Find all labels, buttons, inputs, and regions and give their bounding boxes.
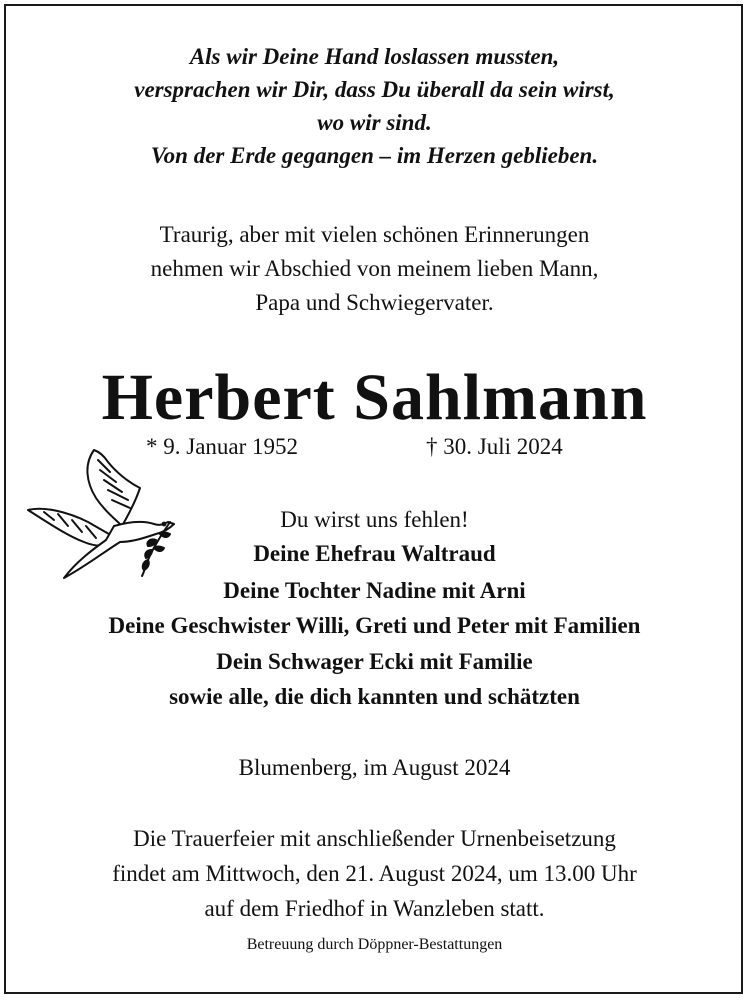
poem-line-2: versprachen wir Dir, dass Du überall da sein wirst,: [134, 77, 615, 102]
death-date: † 30. Juli 2024: [426, 434, 563, 459]
service-line-1: Die Trauerfeier mit anschließender Urnenbeisetzung: [133, 826, 616, 851]
place-date: Blumenberg, im August 2024: [238, 755, 511, 780]
mourner-daughter: Deine Tochter Nadine mit Arni: [223, 578, 526, 603]
mourner-spouse: Deine Ehefrau Waltraud: [253, 541, 496, 566]
mourner-others: sowie alle, die dich kannten und schätzten: [169, 684, 580, 709]
birth-date: * 9. Januar 1952: [146, 434, 299, 459]
poem-line-4: Von der Erde gegangen – im Herzen geblieben.: [150, 143, 599, 168]
mourner-brother-in-law: Dein Schwager Ecki mit Familie: [216, 649, 533, 674]
mourner-siblings: Deine Geschwister Willi, Greti und Peter mit Familien: [108, 613, 641, 638]
undertaker-credit: Betreuung durch Döppner-Bestattungen: [246, 936, 503, 953]
deceased-name: Herbert Sahlmann: [101, 361, 648, 434]
poem-line-1: Als wir Deine Hand loslassen mussten,: [189, 44, 560, 69]
farewell-line: Du wirst uns fehlen!: [280, 507, 469, 532]
intro-line-3: Papa und Schwiegervater.: [255, 290, 494, 315]
intro-line-1: Traurig, aber mit vielen schönen Erinnerungen: [159, 222, 590, 247]
poem-line-3: wo wir sind.: [317, 110, 432, 135]
service-line-2: findet am Mittwoch, den 21. August 2024, um 13.00 Uhr: [112, 861, 637, 886]
intro-line-2: nehmen wir Abschied von meinem lieben Mann,: [150, 256, 599, 281]
service-line-3: auf dem Friedhof in Wanzleben statt.: [204, 896, 545, 921]
